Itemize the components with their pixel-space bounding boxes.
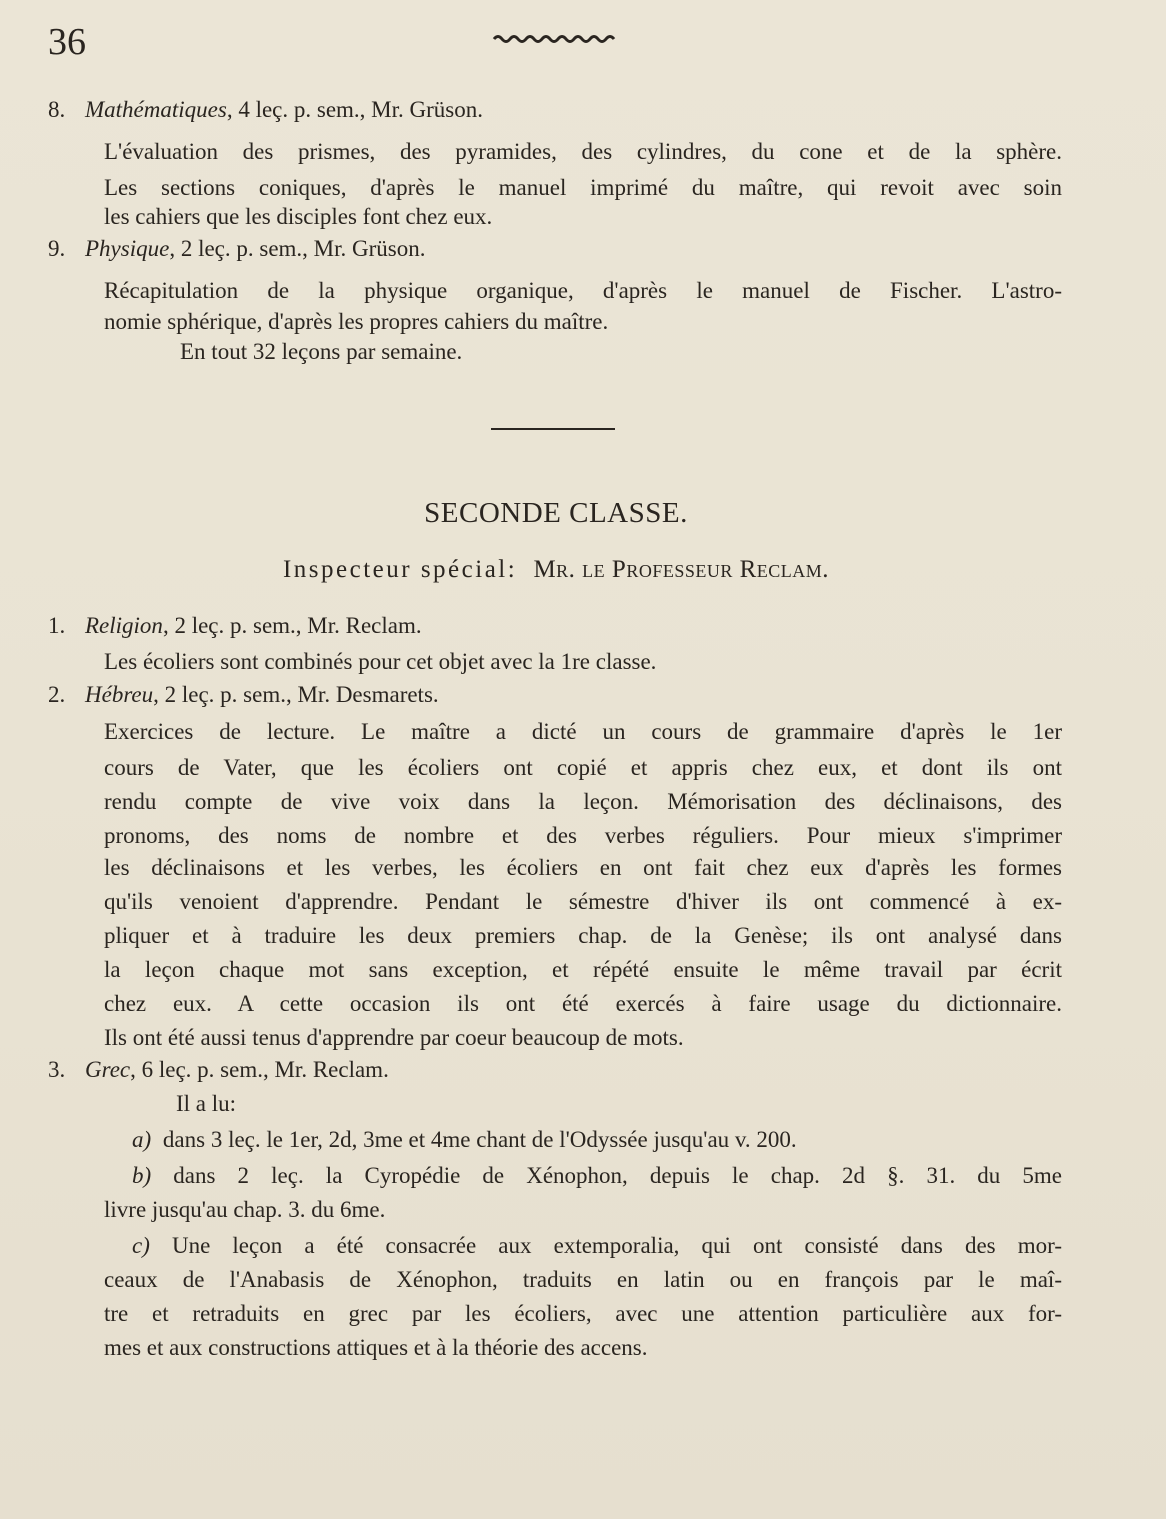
subject-religion: Religion — [85, 613, 163, 638]
sub-item-a — [132, 1128, 797, 1151]
item-details: , 2 leç. p. sem., Mr. Desmarets. — [153, 682, 439, 707]
inspector-label: Inspecteur spécial: — [282, 556, 518, 583]
sub-item-text: Une leçon a été consacrée aux extemporalia, qui ont consisté dans des mor- — [171, 1233, 1062, 1258]
text-line: Les sections coniques, d'après le manuel imprimé du maître, qui revoit avec soin — [104, 175, 1062, 200]
subject-grec: Grec — [85, 1057, 131, 1082]
inspector-line — [0, 556, 1112, 584]
wavy-ornament — [492, 32, 618, 46]
text-line: chez eux. A cette occasion ils ont été exercés à faire usage du dictionnaire. — [104, 991, 1062, 1016]
subject-physique: Physique — [85, 236, 170, 261]
text-line: Exercices de lecture. Le maître a dicté un cours de grammaire d'après le 1er — [104, 719, 1062, 744]
subject-mathematiques: Mathématiques — [85, 97, 227, 122]
text-line: la leçon chaque mot sans exception, et répété ensuite le même travail par écrit — [104, 957, 1062, 982]
item-number: 8. — [48, 97, 66, 122]
item-details: , 2 leç. p. sem., Mr. Reclam. — [162, 613, 422, 638]
text-line: Il a lu: — [176, 1091, 237, 1116]
sub-item-marker: a) — [132, 1127, 152, 1152]
text-line: Les écoliers sont combinés pour cet objet avec la 1re classe. — [104, 649, 657, 674]
text-line: ceaux de l'Anabasis de Xénophon, traduits en latin ou en françois par le maî- — [104, 1267, 1062, 1292]
item-details: , 6 leç. p. sem., Mr. Reclam. — [130, 1057, 389, 1082]
section-title: SECONDE CLASSE. — [424, 497, 688, 529]
text-line: pliquer et à traduire les deux premiers chap. de la Genèse; ils ont analysé dans — [104, 923, 1062, 948]
text-line: mes et aux constructions attiques et à la théorie des accens. — [104, 1335, 648, 1360]
text-line: les déclinaisons et les verbes, les écoliers en ont fait chez eux d'après les formes — [104, 855, 1062, 880]
separator-rule — [491, 428, 615, 430]
item-2-heading — [48, 683, 439, 706]
text-line: tre et retraduits en grec par les écoliers, avec une attention particulière aux for- — [104, 1301, 1062, 1326]
subject-hebreu: Hébreu — [85, 682, 154, 707]
item-details: , 2 leç. p. sem., Mr. Grüson. — [169, 236, 426, 261]
text-line: cours de Vater, que les écoliers ont copié et appris chez eux, et dont ils ont — [104, 755, 1062, 780]
inspector-name: Mr. le Professeur Reclam. — [533, 556, 830, 583]
item-8-heading — [48, 98, 483, 121]
item-number: 1. — [48, 613, 66, 638]
item-number: 2. — [48, 682, 66, 707]
page-number: 36 — [48, 21, 86, 63]
item-number: 3. — [48, 1057, 66, 1082]
text-line: rendu compte de vive voix dans la leçon. Mémorisation des déclinaisons, des — [104, 789, 1062, 814]
item-number: 9. — [48, 236, 66, 261]
sub-item-marker: b) — [132, 1163, 152, 1188]
item-3-heading — [48, 1058, 389, 1081]
item-1-heading — [48, 614, 422, 637]
text-line: nomie sphérique, d'après les propres cahiers du maître. — [104, 309, 609, 334]
sub-item-text: dans 3 leç. le 1er, 2d, 3me et 4me chant de l'Odyssée jusqu'au v. 200. — [162, 1127, 797, 1152]
text-line: Ils ont été aussi tenus d'apprendre par coeur beaucoup de mots. — [104, 1025, 684, 1050]
item-9-heading — [48, 237, 425, 260]
text-line: Récapitulation de la physique organique, d'après le manuel de Fischer. L'astro- — [104, 278, 1062, 303]
sub-item-marker: c) — [132, 1233, 150, 1258]
text-line: En tout 32 leçons par semaine. — [180, 339, 463, 364]
sub-item-b — [132, 1164, 1062, 1187]
text-line: L'évaluation des prismes, des pyramides, des cylindres, du cone et de la sphère. — [104, 139, 1062, 164]
item-details: , 4 leç. p. sem., Mr. Grüson. — [226, 97, 483, 122]
text-line: livre jusqu'au chap. 3. du 6me. — [104, 1197, 386, 1222]
sub-item-c — [132, 1234, 1062, 1257]
text-line: qu'ils venoient d'apprendre. Pendant le sémestre d'hiver ils ont commencé à ex- — [104, 889, 1062, 914]
text-line: pronoms, des noms de nombre et des verbes réguliers. Pour mieux s'imprimer — [104, 823, 1062, 848]
text-line: les cahiers que les disciples font chez eux. — [104, 204, 493, 229]
sub-item-text: dans 2 leç. la Cyropédie de Xénophon, depuis le chap. 2d §. 31. du 5me — [173, 1163, 1063, 1188]
